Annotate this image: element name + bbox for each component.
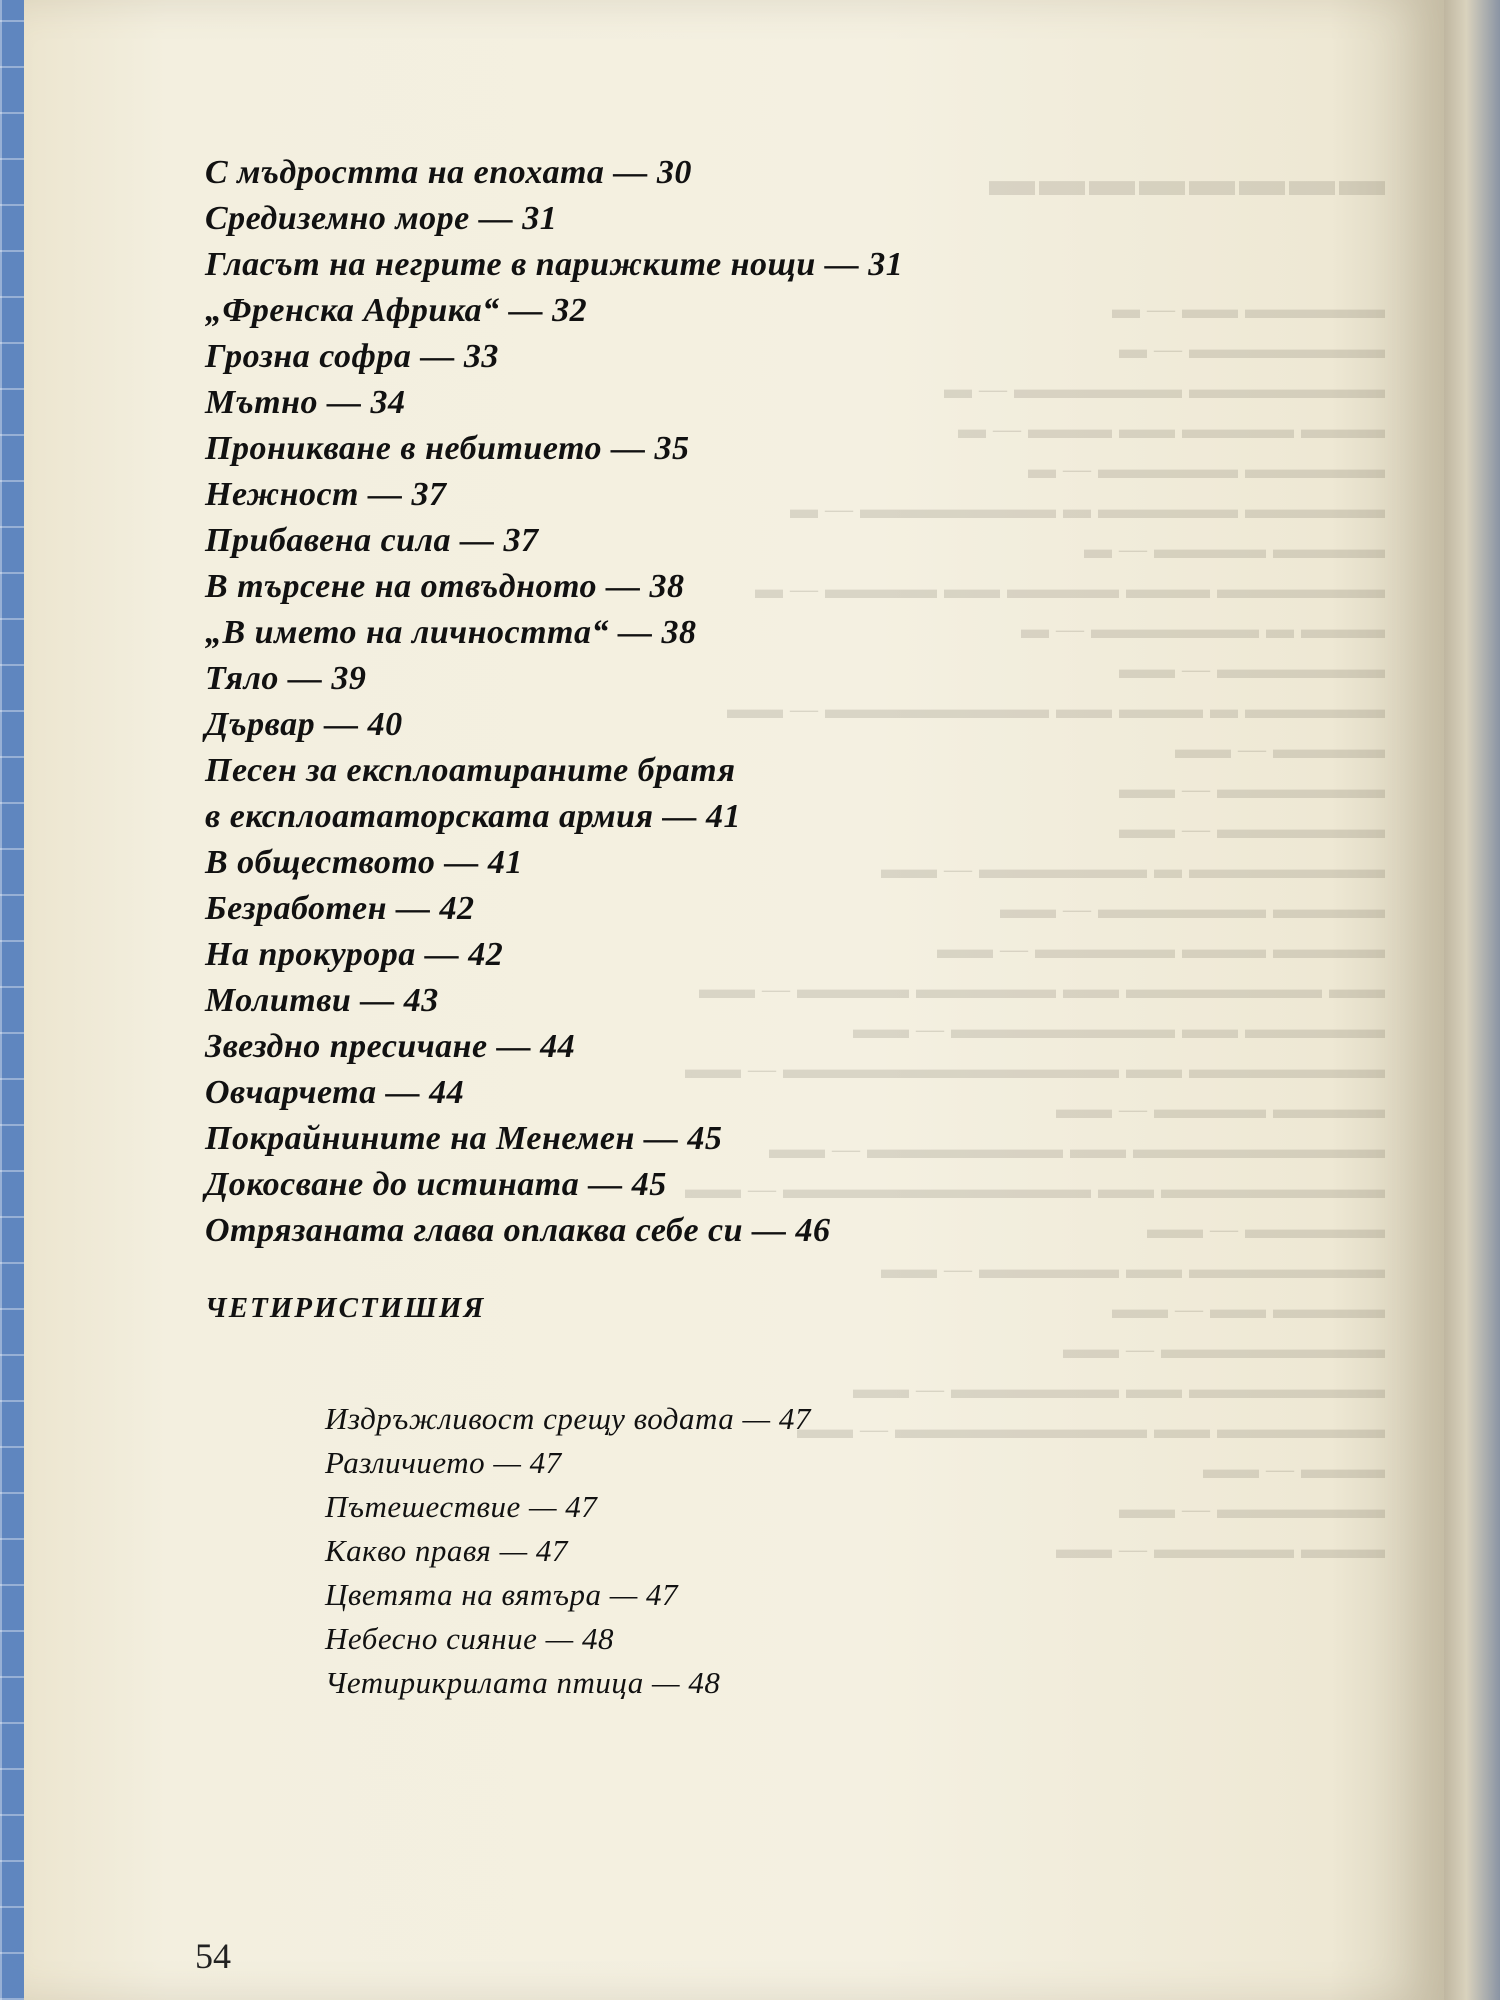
toc-sub-entry: Четирикрилата птица — 48 bbox=[325, 1665, 721, 1700]
toc-entry-list bbox=[205, 150, 1105, 1254]
toc-entry: На прокурора — 42 bbox=[205, 936, 504, 973]
toc-entry: Мътно — 34 bbox=[205, 384, 406, 421]
toc-entry: С мъдростта на епохата — 30 bbox=[205, 154, 692, 191]
table-of-contents bbox=[205, 150, 1105, 1705]
toc-entry: „Френска Африка“ — 32 bbox=[205, 292, 588, 329]
toc-entry: Средиземно море — 31 bbox=[205, 200, 558, 237]
toc-sub-entry: Пътешествие — 47 bbox=[325, 1489, 598, 1524]
toc-sub-entry: Издръжливост срещу водата — 47 bbox=[325, 1401, 811, 1436]
toc-entry: Тяло — 39 bbox=[205, 660, 367, 697]
toc-entry: Прибавена сила — 37 bbox=[205, 522, 539, 559]
toc-entry: В обществото — 41 bbox=[205, 844, 523, 881]
toc-entry: „В името на личността“ — 38 bbox=[205, 614, 697, 651]
toc-sub-entry: Различието — 47 bbox=[325, 1445, 562, 1480]
toc-entry: Звездно пресичане — 44 bbox=[205, 1028, 576, 1065]
toc-entry: в експлоататорската армия — 41 bbox=[205, 798, 742, 835]
toc-entry: Гласът на негрите в парижките нощи — 31 bbox=[205, 246, 904, 283]
toc-entry: Докосване до истината — 45 bbox=[205, 1166, 667, 1203]
quatrain-entry-list bbox=[325, 1397, 1105, 1705]
page-number: 54 bbox=[195, 1936, 231, 1976]
toc-entry: Дървар — 40 bbox=[205, 706, 403, 743]
toc-entry: Отрязаната глава оплаква себе си — 46 bbox=[205, 1212, 831, 1249]
toc-entry: Безработен — 42 bbox=[205, 890, 475, 927]
book-spine-edge bbox=[1444, 0, 1500, 2000]
toc-entry: Молитви — 43 bbox=[205, 982, 439, 1019]
section-heading: ЧЕТИРИСТИШИЯ bbox=[205, 1292, 486, 1324]
toc-sub-entry: Цветята на вятъра — 47 bbox=[325, 1577, 679, 1612]
toc-sub-entry: Какво правя — 47 bbox=[325, 1533, 568, 1568]
toc-entry: Покрайнините на Менемен — 45 bbox=[205, 1120, 723, 1157]
bleed-through-text: ▬▬▬▬▬▬▬▬ ▬▬▬▬▬ ▬▬ — ▬ ▬▬▬▬▬▬▬ — ▬ ▬▬▬▬▬▬▬ ▬▬▬▬▬▬ — ▬ ▬▬▬ ▬▬▬▬ ▬▬ ▬▬▬ — ▬ ▬▬▬▬▬ ▬▬▬▬▬ — ▬ ▬▬▬▬▬ ▬▬▬▬▬ ▬ ▬▬▬▬▬▬▬ — ▬ ▬▬▬▬ ▬▬▬▬ — ▬ ▬▬▬▬▬▬ ▬▬▬ ▬▬▬▬ ▬▬ ▬▬▬▬ — ▬ ▬▬▬ ▬ ▬▬▬▬▬▬ — ▬ ▬▬▬▬▬▬ — ▬▬ ▬▬▬▬▬ ▬ ▬▬▬ ▬▬ ▬▬▬▬▬▬▬▬ — ▬▬ ▬▬▬▬ — ▬▬ ▬▬▬▬▬▬ — ▬▬ ▬▬▬▬▬▬ — ▬▬ ▬▬▬▬▬▬▬ ▬ ▬▬▬▬▬▬ — ▬▬ ▬▬▬▬ ▬▬▬▬▬▬ — ▬▬ ▬▬▬▬ ▬▬▬ ▬▬▬▬▬ — ▬▬ ▬▬ ▬▬▬▬▬▬▬ ▬▬ ▬▬▬▬▬ ▬▬▬▬ — ▬▬ ▬▬▬▬▬ ▬▬ ▬▬▬▬▬▬▬▬ — ▬▬ ▬▬▬▬▬▬▬ ▬▬ ▬▬▬▬▬▬▬▬▬▬▬▬ — ▬▬ ▬▬▬▬ ▬▬▬▬ — ▬▬ ▬▬▬▬▬▬▬▬▬ ▬▬ ▬▬▬▬▬▬▬ — ▬▬ ▬▬▬▬▬▬▬▬ ▬▬ ▬▬▬▬▬▬▬▬▬▬▬ — ▬▬ ▬▬▬▬▬ — ▬▬ ▬▬▬▬▬▬▬ ▬▬ ▬▬▬▬▬ — ▬▬ ▬▬▬▬ ▬▬ — ▬▬ ▬▬▬▬▬▬▬▬ — ▬▬ ▬▬▬▬▬▬▬ ▬▬ ▬▬▬▬▬▬ — ▬▬ ▬▬▬▬▬▬ ▬▬ ▬▬▬▬▬▬▬▬▬ — ▬▬ ▬▬▬ — ▬▬ ▬▬▬▬▬▬ — ▬▬ ▬▬▬ ▬▬▬▬▬ — ▬▬ bbox=[685, 154, 1385, 1565]
toc-entry: Проникване в небитието — 35 bbox=[205, 430, 690, 467]
toc-entry: В търсене на отвъдното — 38 bbox=[205, 568, 685, 605]
toc-entry: Овчарчета — 44 bbox=[205, 1074, 465, 1111]
grid-paper-background bbox=[0, 0, 26, 2000]
toc-entry: Песен за експлоатираните братя bbox=[205, 752, 736, 789]
toc-entry: Нежност — 37 bbox=[205, 476, 447, 513]
toc-sub-entry: Небесно сияние — 48 bbox=[325, 1621, 614, 1656]
toc-entry: Грозна софра — 33 bbox=[205, 338, 499, 375]
